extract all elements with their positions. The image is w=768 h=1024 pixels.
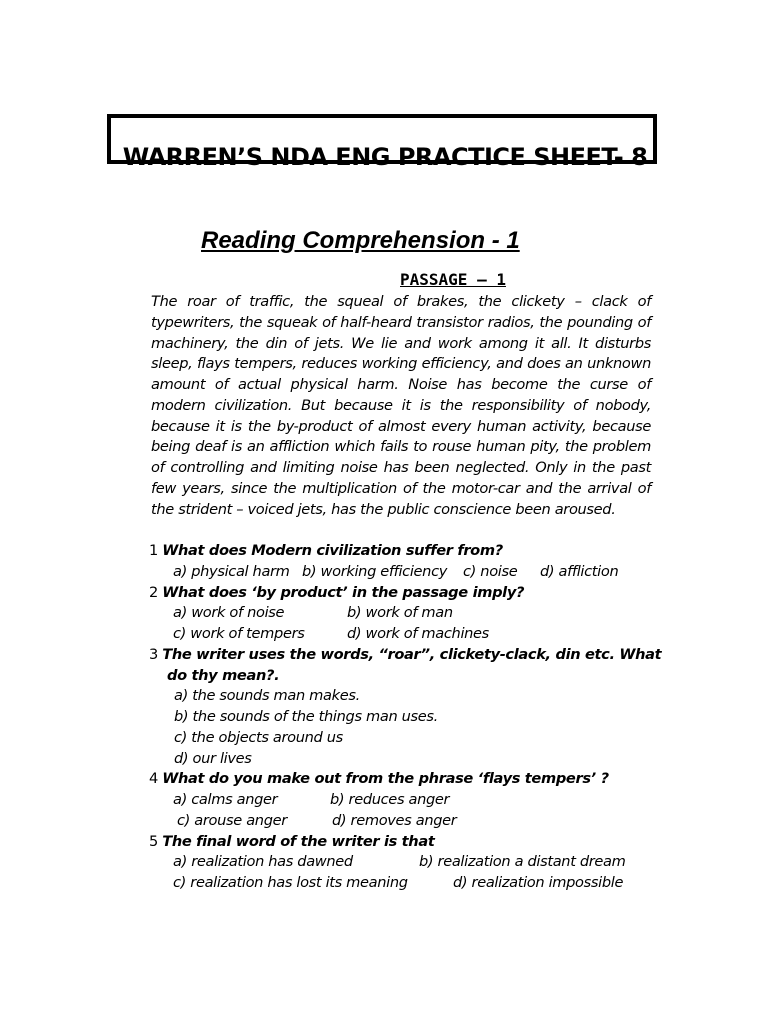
question-number: 4 bbox=[149, 770, 158, 788]
option-c: c) noise bbox=[463, 562, 518, 580]
option-d: d) removes anger bbox=[332, 811, 457, 829]
options-row bbox=[149, 852, 669, 873]
question-text: The final word of the writer is that bbox=[162, 832, 435, 850]
question-text: What do you make out from the phrase ‘flays tempers’ ? bbox=[162, 770, 609, 788]
option-d: d) our lives bbox=[174, 749, 252, 767]
question-number: 1 bbox=[149, 542, 158, 559]
option-b: b) realization a distant dream bbox=[419, 853, 626, 871]
questions-list bbox=[149, 541, 669, 894]
options-row bbox=[149, 790, 669, 811]
option-a: a) the sounds man makes. bbox=[174, 687, 360, 705]
option-b: b) working efficiency bbox=[302, 562, 448, 580]
options-row bbox=[149, 624, 669, 645]
question-4 bbox=[149, 769, 669, 790]
question-text: What does Modern civilization suffer from? bbox=[162, 542, 503, 559]
option-d: d) realization impossible bbox=[453, 874, 624, 891]
option-a: a) calms anger bbox=[173, 791, 278, 808]
option-d: d) affliction bbox=[540, 562, 619, 580]
question-number: 5 bbox=[149, 832, 158, 850]
question-3 bbox=[149, 645, 669, 666]
question-5 bbox=[149, 832, 669, 853]
option-c: c) arouse anger bbox=[177, 811, 287, 829]
option-c: c) work of tempers bbox=[173, 625, 305, 642]
option-b: b) the sounds of the things man uses. bbox=[174, 708, 438, 725]
question-text: The writer uses the words, “roar”, clickety-clack, din etc. What bbox=[162, 645, 662, 663]
passage-text: The roar of traffic, the squeal of brakes, the clickety – clack of typewriters, the squeak of half-heard transistor radios, the pounding of machinery, the din of jets. We lie and work among it all. It disturbs sleep, flays tempers, reduces working efficiency, and does an unknown amount of actual physical harm. Noise has become the curse of modern civilization. But because it is the responsibility of nobody, because it is the by-product of almost every human activity, because being deaf is an affliction which fails to rouse human pity, the problem of controlling and limiting noise has been neglected. Only in the past few years, since the multiplication of the motor-car and the arrival of the strident – voiced jets, has the public conscience been aroused. bbox=[151, 293, 651, 518]
options-row bbox=[149, 603, 669, 624]
option-b: b) reduces anger bbox=[330, 791, 450, 808]
options-row bbox=[149, 873, 669, 894]
options-row bbox=[149, 562, 669, 583]
question-text: What does ‘by product’ in the passage imply? bbox=[162, 583, 525, 601]
question-2 bbox=[149, 583, 669, 604]
question-text-continued: do thy mean?. bbox=[167, 666, 280, 684]
option-a: a) work of noise bbox=[173, 604, 285, 622]
section-title: Reading Comprehension - 1 bbox=[201, 227, 520, 254]
option-d: d) work of machines bbox=[347, 625, 489, 642]
page-title: WARREN’S NDA ENG PRACTICE SHEET- 8 bbox=[122, 143, 648, 171]
option-a: a) realization has dawned bbox=[173, 853, 353, 871]
question-1 bbox=[149, 541, 669, 562]
options-row bbox=[149, 811, 669, 832]
option-a: a) physical harm bbox=[173, 562, 290, 580]
question-number: 2 bbox=[149, 583, 158, 601]
question-number: 3 bbox=[149, 645, 158, 663]
passage-label: PASSAGE – 1 bbox=[400, 270, 506, 289]
option-c: c) the objects around us bbox=[174, 728, 343, 746]
option-b: b) work of man bbox=[347, 604, 453, 622]
option-c: c) realization has lost its meaning bbox=[173, 874, 408, 891]
